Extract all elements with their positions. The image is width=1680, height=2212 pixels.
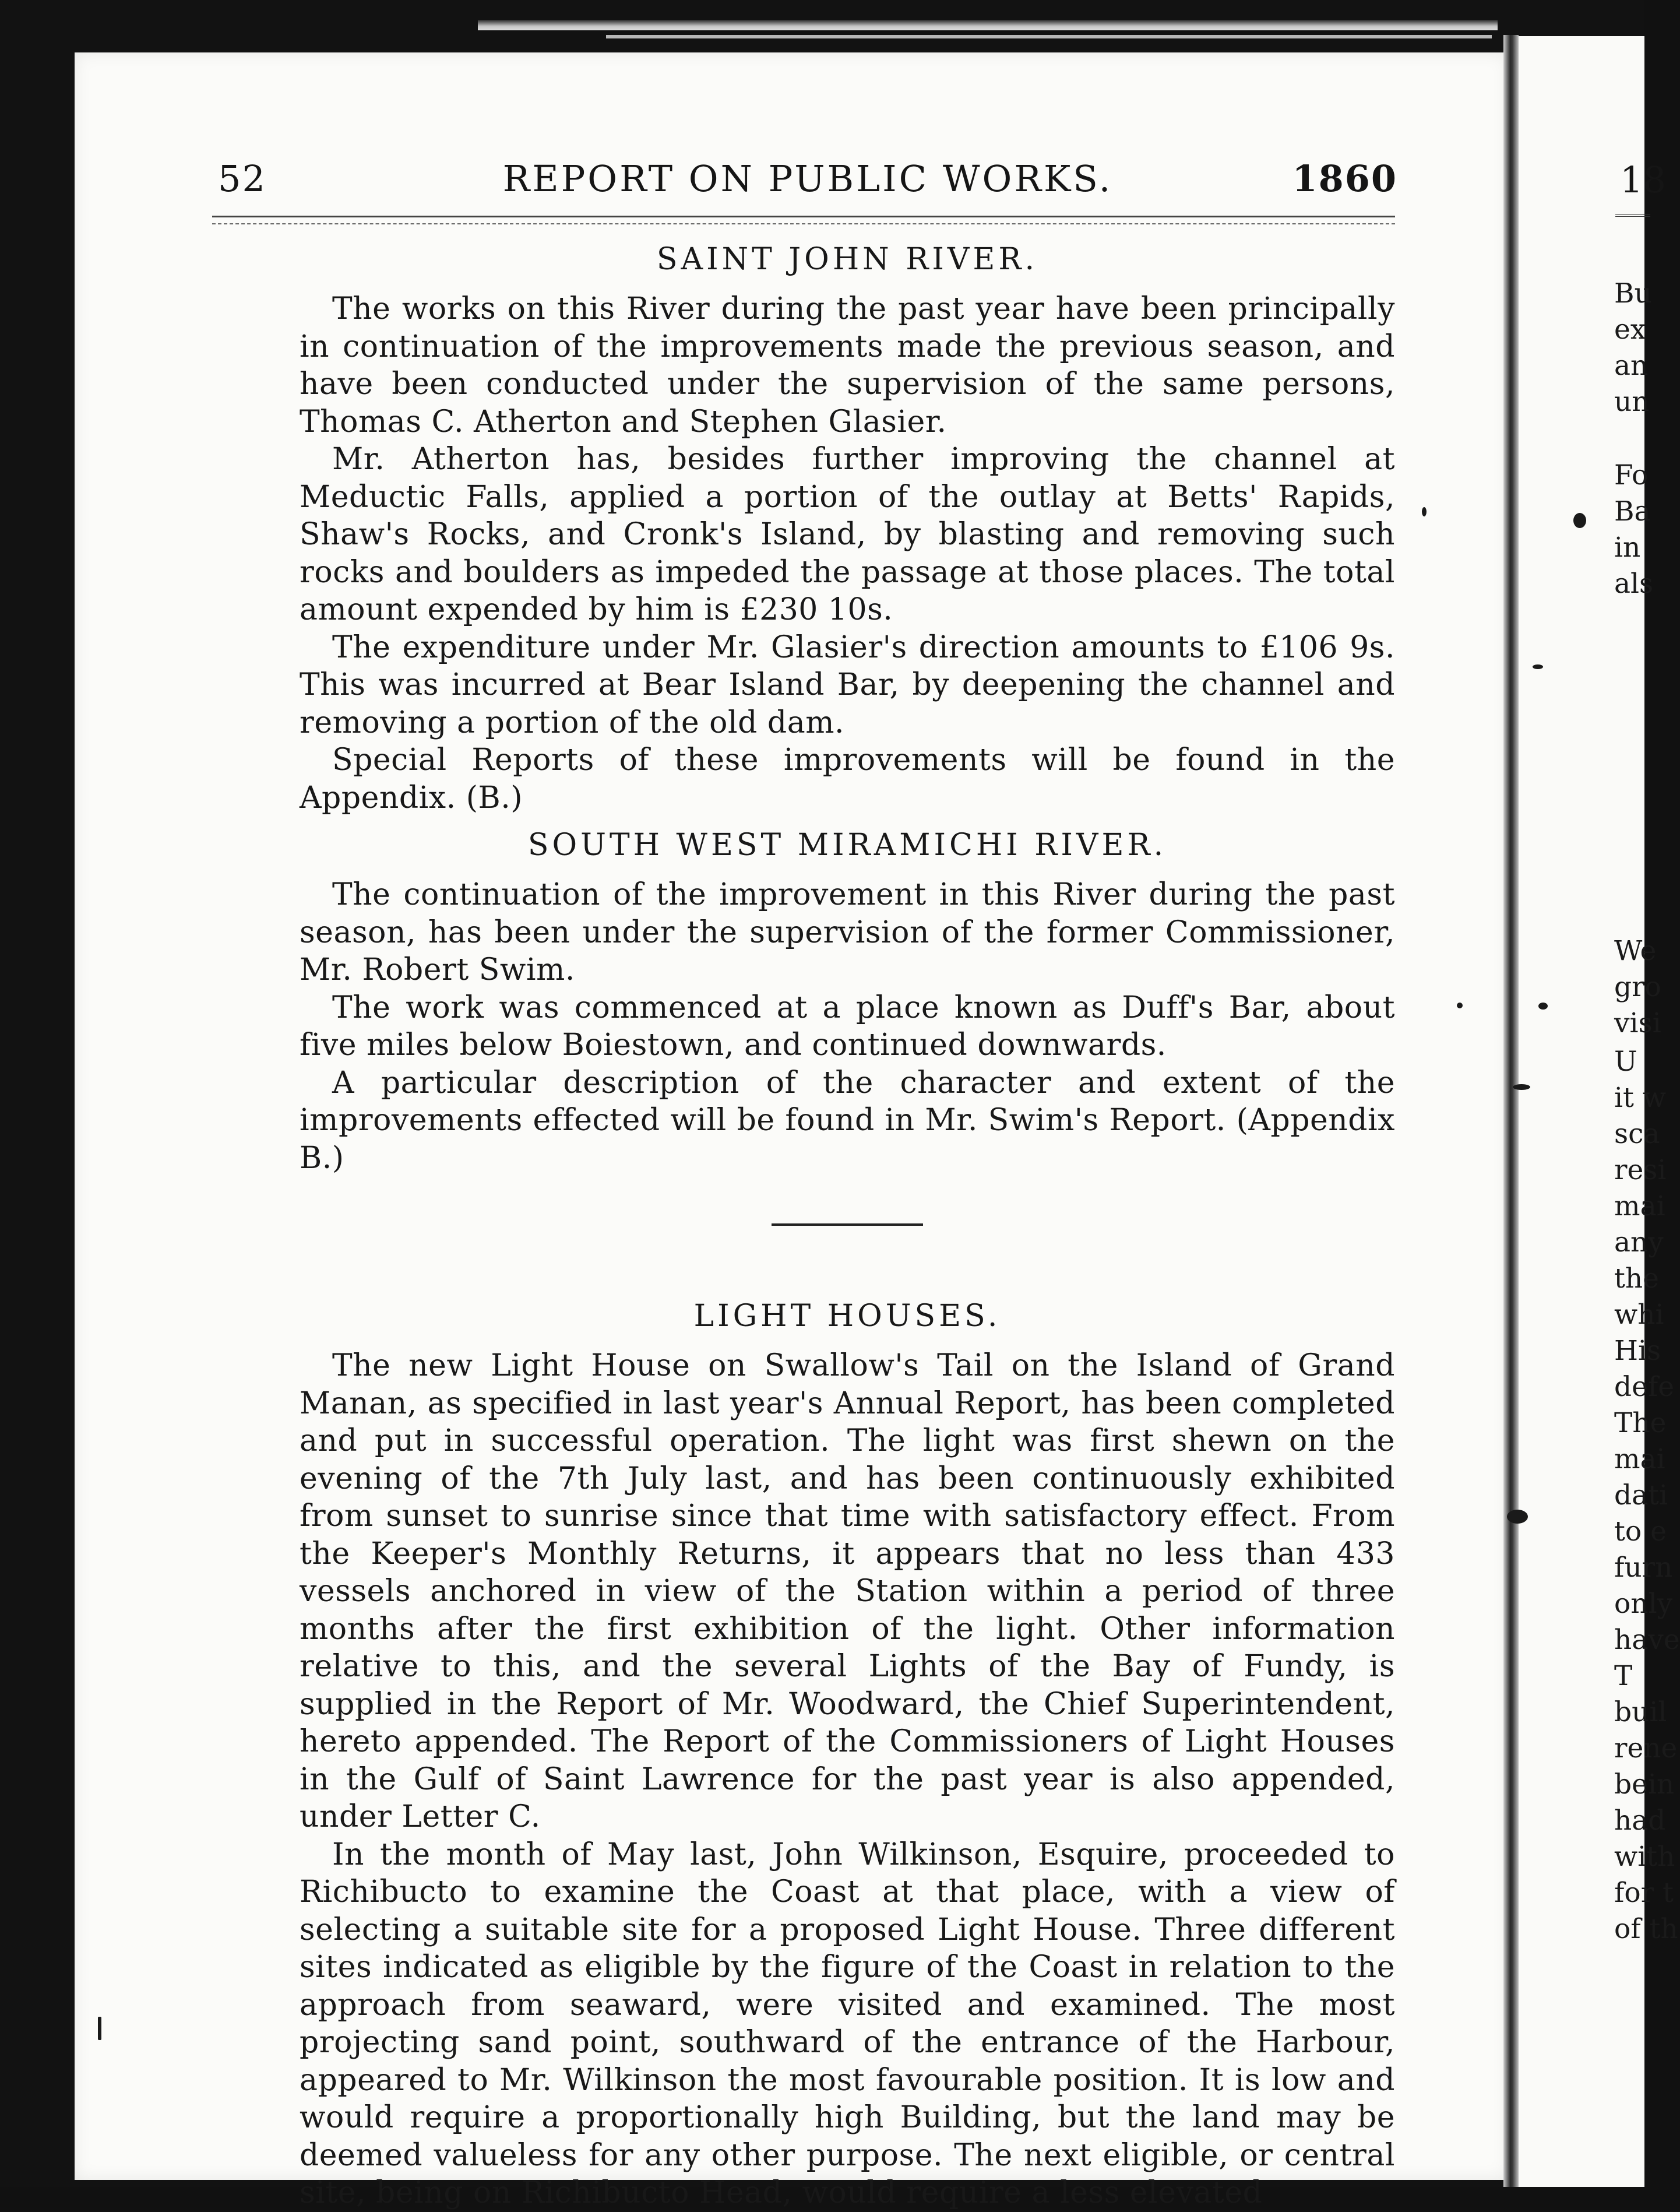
- adjacent-line-fragment: resi: [1614, 1154, 1667, 1186]
- adjacent-line-fragment: for t: [1614, 1877, 1674, 1909]
- adjacent-line-fragment: un: [1614, 386, 1650, 418]
- paragraph: The continuation of the improvement in this River during the past season, has been under the supervision of the former Commissioner, Mr. Robert Swim.: [300, 877, 1395, 987]
- paragraph: The new Light House on Swallow's Tail on the Island of Grand Manan, as specified in last year's Annual Report, has been completed and put in successful operation. The light was first shewn on the evening of the 7th July last, and has been continuously exhibited from sunset to sunrise since that time with satisfactory effect. From the Keeper's Monthly Returns, it appears that no less than 433 vessels anchored in view of the Station within a period of three months after the first exhibition of the light. Other information relative to this, and the several Lights of the Bay of Fundy, is supplied in the Report of Mr. Woodward, the Chief Superintendent, hereto appended. The Report of the Commissioners of Light Houses in the Gulf of Saint Lawrence for the past year is also appended, under Letter C.: [300, 1348, 1395, 1834]
- adjacent-line-fragment: had: [1614, 1805, 1666, 1837]
- paragraph: The works on this River during the past year have been principally in continuation of the improvements made the previous season, and have been conducted under the supervision of the same persons, Thomas C. Atherton and Stephen Glasier.: [300, 291, 1395, 439]
- page-edge-shadow: [478, 20, 1498, 30]
- adjacent-line-fragment: sca: [1614, 1118, 1660, 1150]
- paragraph: Special Reports of these improvements will be found in the Appendix. (B.): [300, 743, 1395, 815]
- page-number: 52: [218, 157, 266, 200]
- paragraph: Mr. Atherton has, besides further improving the channel at Meductic Falls, applied a portion of the outlay at Betts' Rapids, Shaw's Rocks, and Cronk's Island, by blasting and removing such rocks and boulders as impeded the passage at those places. The total amount expended by him is £230 10s.: [300, 442, 1395, 627]
- adjacent-line-fragment: to e: [1614, 1515, 1667, 1548]
- adjacent-line-fragment: Ba: [1614, 495, 1651, 527]
- scan-speck: [1507, 1510, 1528, 1524]
- scan-speck: [98, 2017, 101, 2040]
- adjacent-line-fragment: furn: [1614, 1552, 1673, 1584]
- adjacent-line-fragment: Bu: [1614, 277, 1652, 310]
- adjacent-line-fragment: in: [1614, 532, 1641, 564]
- scan-speck: [1457, 1003, 1463, 1008]
- scan-speck: [1533, 664, 1543, 669]
- adjacent-line-fragment: mai: [1614, 1443, 1665, 1475]
- adjacent-line-fragment: als: [1614, 568, 1654, 600]
- scan-speck: [1538, 1003, 1548, 1010]
- adjacent-line-fragment: have: [1614, 1624, 1680, 1656]
- header-rule: [212, 216, 1395, 224]
- adjacent-line-fragment: His: [1614, 1335, 1661, 1367]
- paragraph: The work was commenced at a place known as Duff's Bar, about five miles below Boiestown, and continued downwards.: [300, 990, 1395, 1063]
- adjacent-line-fragment: The: [1614, 1407, 1667, 1439]
- adjacent-line-fragment: the: [1614, 1263, 1659, 1295]
- running-title: REPORT ON PUBLIC WORKS.: [502, 157, 1113, 200]
- adjacent-line-fragment: rene: [1614, 1732, 1678, 1764]
- adjacent-line-fragment: dati: [1614, 1479, 1668, 1511]
- adjacent-line-fragment: U: [1614, 1046, 1637, 1078]
- adjacent-line-fragment: of th: [1614, 1913, 1678, 1945]
- adjacent-line-fragment: an: [1614, 350, 1649, 382]
- paragraph: The expenditure under Mr. Glasier's direction amounts to £106 9s. This was incurred at Bear Island Bar, by deepening the channel and removing a portion of the old dam.: [300, 630, 1395, 740]
- adjacent-line-fragment: Fo: [1614, 459, 1649, 491]
- adjacent-line-fragment: defe: [1614, 1371, 1675, 1403]
- adjacent-line-fragment: with: [1614, 1841, 1675, 1873]
- adjacent-line-fragment: whi: [1614, 1299, 1664, 1331]
- book-spine-shadow: [1503, 35, 1519, 2187]
- report-year: 1860: [1292, 157, 1397, 200]
- scan-speck: [1513, 1084, 1530, 1090]
- adjacent-line-fragment: T: [1614, 1660, 1633, 1692]
- section-heading-saint-john: SAINT JOHN RIVER.: [656, 242, 1038, 277]
- adjacent-line-fragment: We: [1614, 935, 1657, 967]
- adjacent-line-fragment: any: [1614, 1226, 1664, 1258]
- paragraph: A particular description of the character and extent of the improvements effected will be found in Mr. Swim's Report. (Appendix B.): [300, 1065, 1395, 1176]
- section-heading-miramichi: SOUTH WEST MIRAMICHI RIVER.: [527, 828, 1167, 863]
- adjacent-line-fragment: only: [1614, 1588, 1673, 1620]
- adjacent-header-rule: [1615, 214, 1650, 217]
- scan-speck: [1422, 507, 1427, 516]
- adjacent-page-number: 18: [1620, 159, 1666, 201]
- adjacent-line-fragment: mai: [1614, 1190, 1665, 1222]
- page-body: [300, 239, 1395, 2212]
- running-head: [218, 157, 1397, 204]
- adjacent-line-fragment: gro: [1614, 971, 1661, 1003]
- adjacent-line-fragment: buil: [1614, 1696, 1667, 1728]
- adjacent-page: [1519, 36, 1680, 2187]
- adjacent-line-fragment: bein: [1614, 1768, 1675, 1800]
- page-edge-line: [606, 35, 1492, 38]
- adjacent-line-fragment: it w: [1614, 1082, 1667, 1114]
- adjacent-line-fragment: ex: [1614, 314, 1646, 346]
- adjacent-line-fragment: visi: [1614, 1007, 1661, 1039]
- section-separator: [772, 1223, 923, 1226]
- section-heading-light-houses: LIGHT HOUSES.: [693, 1299, 1001, 1334]
- paragraph: In the month of May last, John Wilkinson, Esquire, proceeded to Richibucto to examine the Coast at that place, with a view of selecting a suitable site for a proposed Light House. Three different sites indicated as eligible by the figure of the Coast in relation to the approach from seaward, were visited and examined. The most projecting sand point, southward of the entrance of the Harbour, appeared to Mr. Wilkinson the most favourable position. It is low and would require a proportionally high Building, but the land may be deemed valueless for any other purpose. The next eligible, or central site, being on Richibucto Head, would require a less elevated: [300, 1837, 1395, 2210]
- scan-speck: [1573, 513, 1586, 528]
